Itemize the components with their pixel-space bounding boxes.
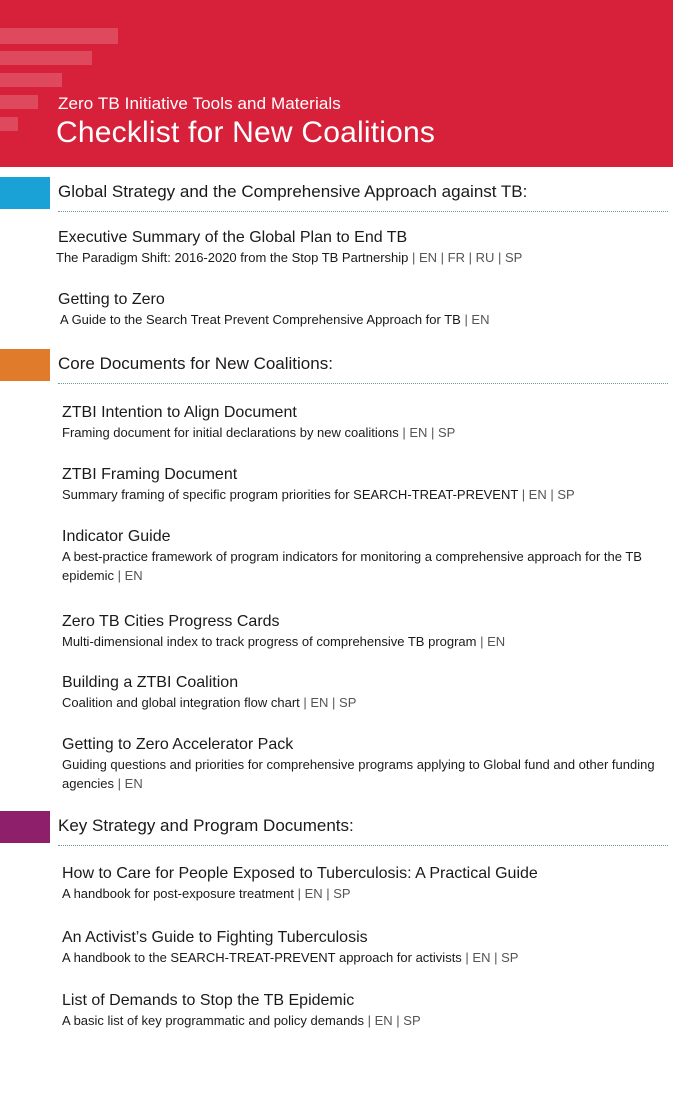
description-text: A basic list of key programmatic and policy demands [62, 1013, 365, 1028]
description-text: A best-practice framework of program indicators for monitoring a comprehensive approach for the TB epidemic [62, 549, 642, 583]
document-description [62, 755, 662, 793]
document-item[interactable] [62, 992, 662, 1030]
header-banner [0, 0, 673, 167]
section-title: Key Strategy and Program Documents: [58, 816, 354, 835]
document-description [60, 310, 658, 329]
document-title[interactable]: How to Care for People Exposed to Tuberculosis: A Practical Guide [62, 865, 538, 882]
decorative-bar [0, 117, 18, 131]
document-title[interactable]: ZTBI Framing Document [62, 466, 238, 483]
document-description [62, 1011, 662, 1030]
language-links[interactable]: | EN [114, 776, 143, 791]
document-item[interactable] [62, 929, 662, 967]
decorative-bar [0, 73, 62, 87]
description-text: The Paradigm Shift: 2016-2020 from the Stop TB Partnership [56, 250, 409, 265]
language-links[interactable]: | EN | SP [299, 695, 357, 710]
description-text: Coalition and global integration flow chart [62, 695, 300, 710]
description-text: A handbook to the SEARCH-TREAT-PREVENT approach for activists [62, 950, 462, 965]
document-description [62, 884, 662, 903]
document-item[interactable] [62, 736, 662, 793]
document-title[interactable]: ZTBI Intention to Align Document [62, 404, 297, 421]
document-title[interactable]: An Activist’s Guide to Fighting Tuberculosis [62, 929, 368, 946]
decorative-bar [0, 28, 118, 44]
description-text: A handbook for post-exposure treatment [62, 886, 294, 901]
section-divider [58, 211, 668, 212]
section-title: Global Strategy and the Comprehensive Approach against TB: [58, 182, 528, 201]
language-links[interactable]: | EN | SP [461, 950, 519, 965]
language-links[interactable]: | EN | SP [398, 425, 456, 440]
section-color-swatch [0, 811, 50, 843]
description-text: A Guide to the Search Treat Prevent Comprehensive Approach for TB [60, 312, 461, 327]
description-text: Multi-dimensional index to track progress of comprehensive TB program [62, 634, 477, 649]
document-item[interactable] [62, 865, 662, 903]
section-title: Core Documents for New Coalitions: [58, 354, 333, 373]
decorative-bar [0, 95, 38, 109]
document-description [62, 693, 662, 712]
document-item[interactable] [62, 528, 662, 585]
section-divider [58, 383, 668, 384]
decorative-bar [0, 51, 92, 65]
document-item[interactable] [58, 229, 658, 267]
description-text: Framing document for initial declarations by new coalitions [62, 425, 399, 440]
document-title[interactable]: Indicator Guide [62, 528, 171, 545]
document-title[interactable]: Building a ZTBI Coalition [62, 674, 239, 691]
document-title[interactable]: Getting to Zero [58, 291, 165, 308]
document-description [56, 248, 658, 267]
language-links[interactable]: | EN [114, 568, 143, 583]
document-description [62, 423, 662, 442]
language-links[interactable]: | EN | SP [293, 886, 351, 901]
document-description [62, 948, 662, 967]
document-title[interactable]: Zero TB Cities Progress Cards [62, 613, 280, 630]
language-links[interactable]: | EN | FR | RU | SP [408, 250, 523, 265]
document-item[interactable] [62, 674, 662, 712]
language-links[interactable]: | EN | SP [364, 1013, 421, 1028]
language-links[interactable]: | EN | SP [518, 487, 575, 502]
document-title[interactable]: Getting to Zero Accelerator Pack [62, 736, 294, 753]
document-title[interactable]: Executive Summary of the Global Plan to End TB [58, 229, 408, 246]
document-description [62, 485, 662, 504]
document-item[interactable] [62, 466, 662, 504]
section-divider [58, 845, 668, 846]
description-text: Summary framing of specific program priorities for SEARCH-TREAT-PREVENT [62, 487, 519, 502]
document-item[interactable] [62, 404, 662, 442]
document-item[interactable] [58, 291, 658, 329]
section-color-swatch [0, 177, 50, 209]
document-item[interactable] [62, 613, 662, 651]
language-links[interactable]: | EN [460, 312, 490, 327]
document-description [62, 632, 662, 651]
page-title: Checklist for New Coalitions [56, 116, 436, 149]
section-color-swatch [0, 349, 50, 381]
document-title[interactable]: List of Demands to Stop the TB Epidemic [62, 992, 355, 1009]
header-subtitle: Zero TB Initiative Tools and Materials [58, 94, 341, 113]
description-text: Guiding questions and priorities for comprehensive programs applying to Global fund and other funding agencies [62, 757, 655, 791]
language-links[interactable]: | EN [476, 634, 506, 649]
document-description [62, 547, 662, 585]
